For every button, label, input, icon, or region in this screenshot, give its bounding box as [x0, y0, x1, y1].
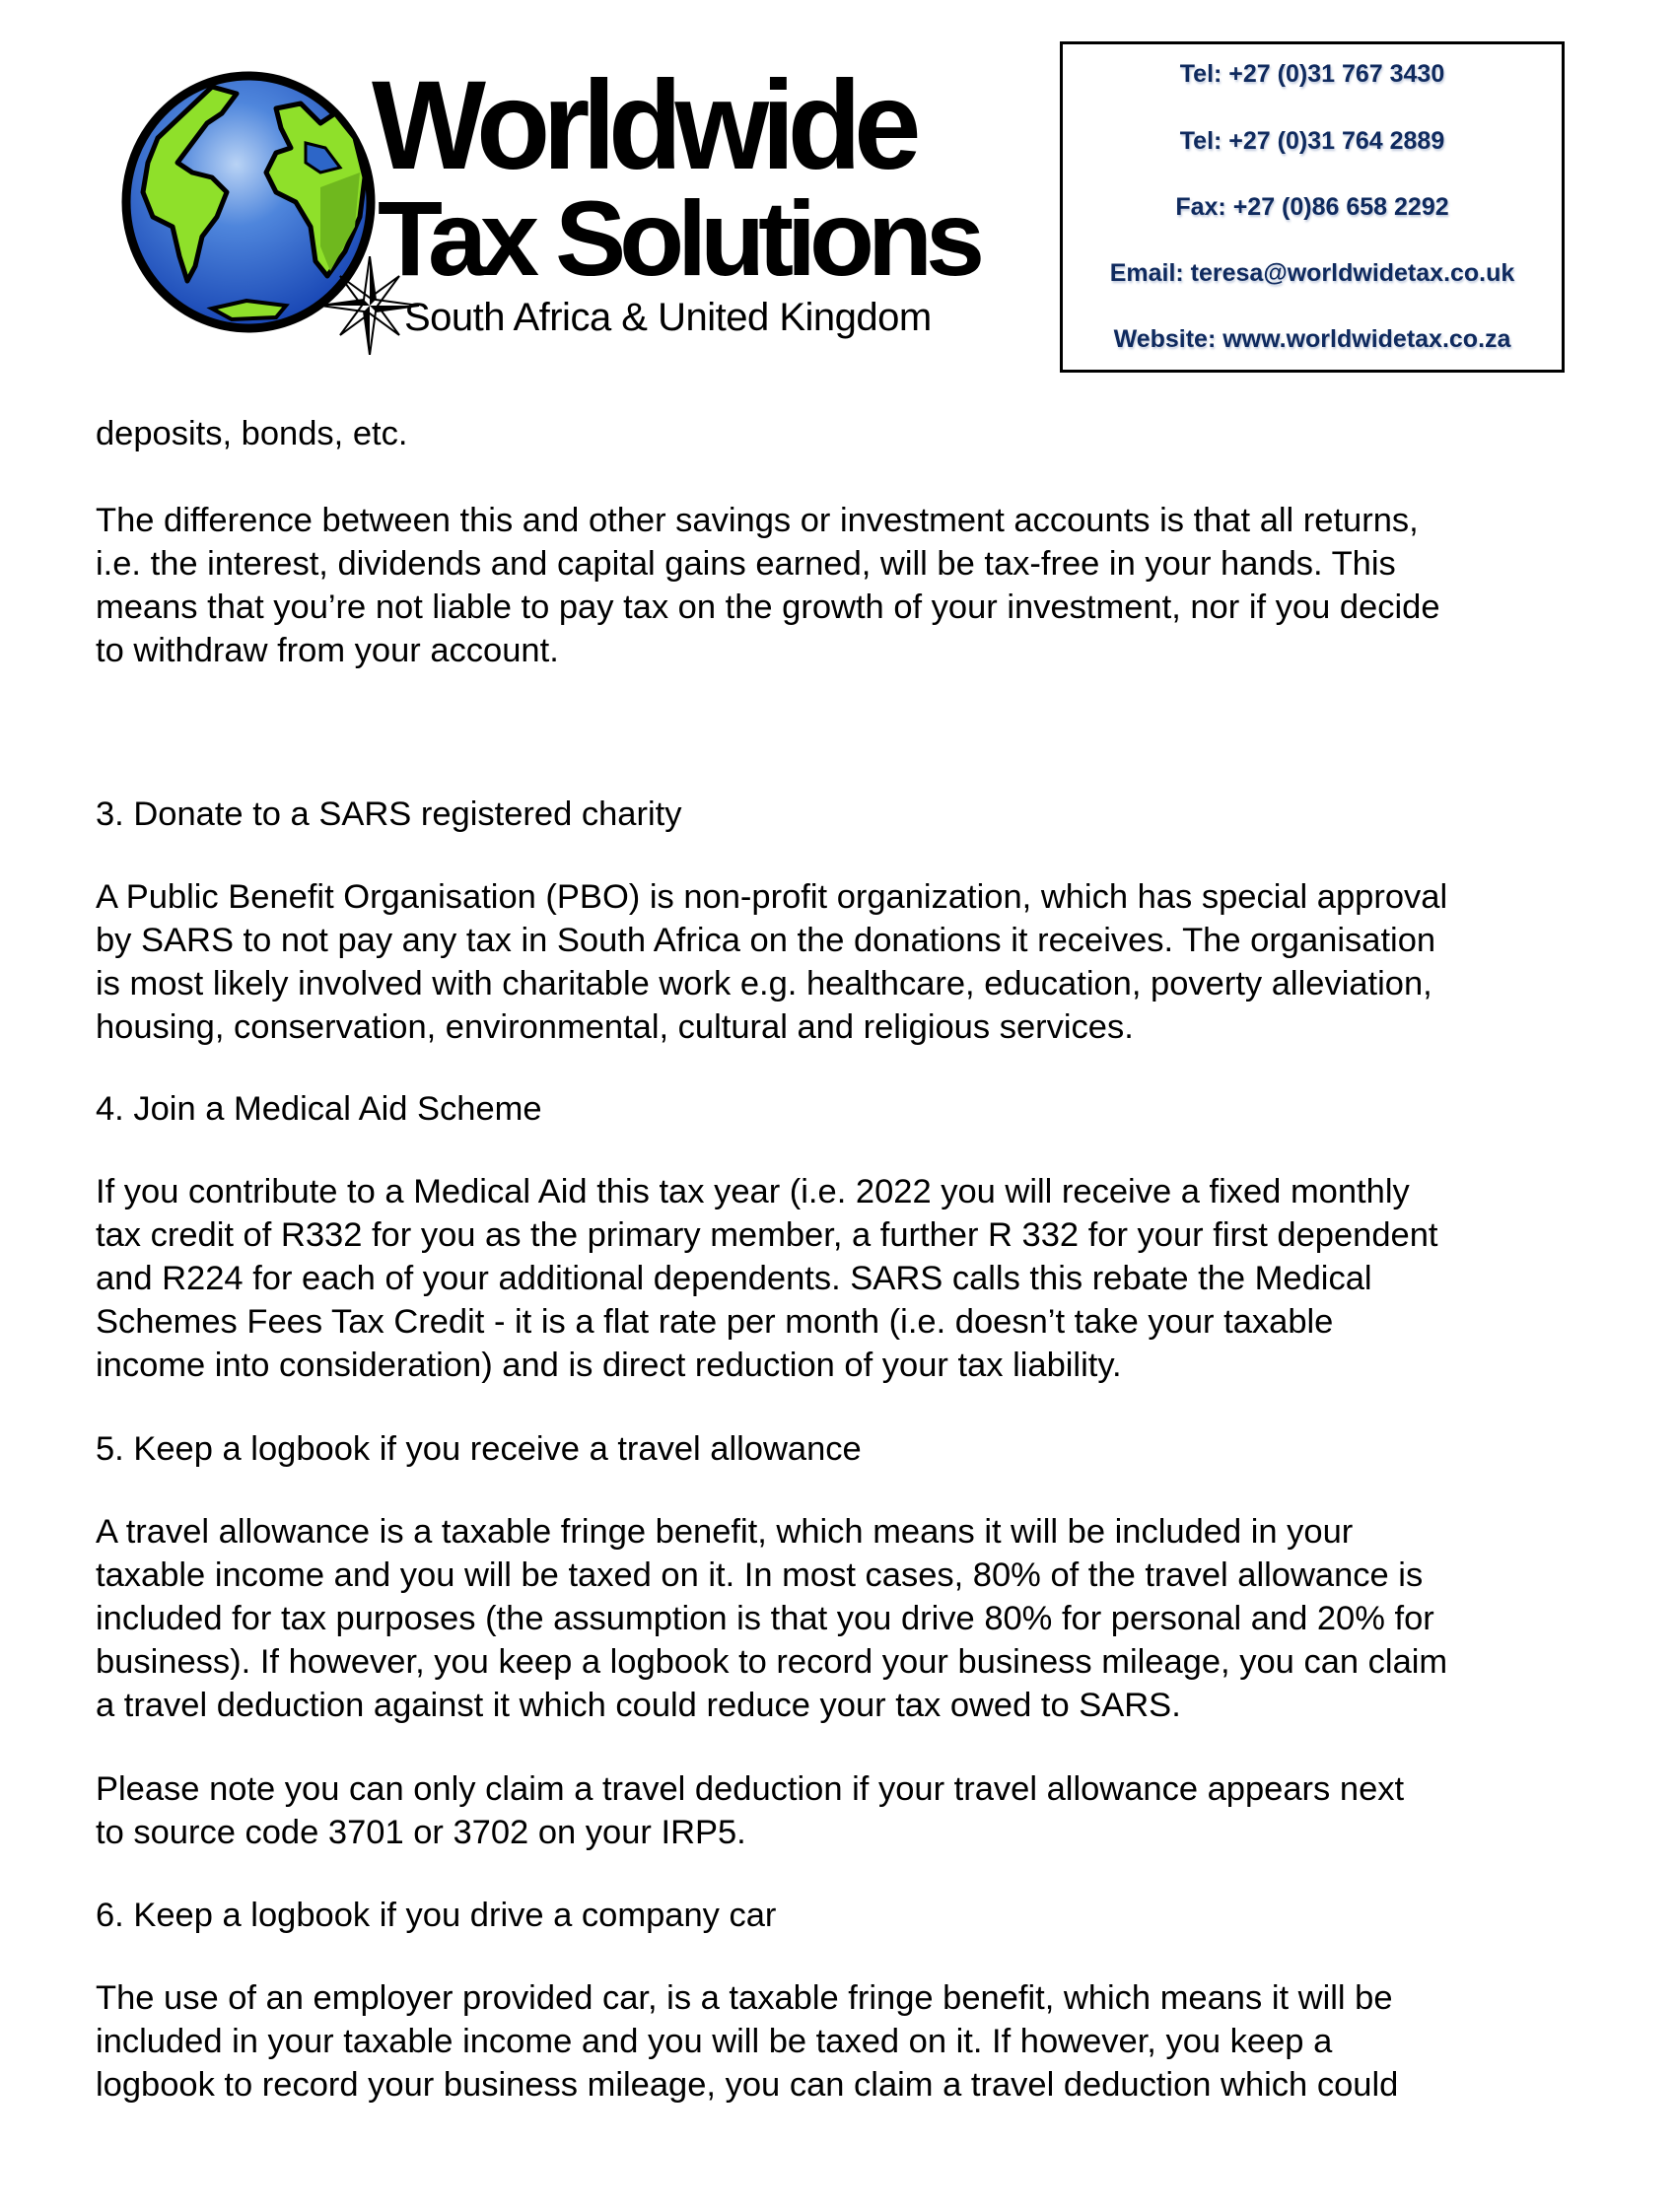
text-line: i.e. the interest, dividends and capital gains earned, will be tax-free in your hands. This: [96, 545, 1396, 583]
text-line: and R224 for each of your additional dependents. SARS calls this rebate the Medical: [96, 1260, 1372, 1297]
section-6-paragraph: [96, 1976, 1398, 2107]
section-heading: 3. Donate to a SARS registered charity: [96, 795, 682, 833]
text-line: The difference between this and other savings or investment accounts is that all returns,: [96, 502, 1419, 539]
text-line: Please note you can only claim a travel deduction if your travel allowance appears next: [96, 1770, 1405, 1808]
text-line: by SARS to not pay any tax in South Africa on the donations it receives. The organisation: [96, 922, 1436, 959]
letterhead: [0, 0, 1676, 394]
section-5-heading: [96, 1427, 862, 1471]
contact-tel-2: Tel: +27 (0)31 764 2889: [1179, 127, 1445, 155]
logo-wordmark-line2: Tax Solutions: [378, 178, 979, 298]
text-line: Schemes Fees Tax Credit - it is a flat rate per month (i.e. doesn’t take your taxable: [96, 1303, 1334, 1341]
text-line: deposits, bonds, etc.: [96, 415, 408, 452]
section-5-paragraph-1: [96, 1510, 1447, 1727]
company-logo: [113, 55, 1020, 355]
contact-fax: Fax: +27 (0)86 658 2292: [1175, 193, 1449, 221]
section-heading: 4. Join a Medical Aid Scheme: [96, 1090, 542, 1128]
text-line: is most likely involved with charitable work e.g. healthcare, education, poverty alleviation,: [96, 965, 1432, 1002]
logo-wordmark-line1: Worldwide: [372, 55, 914, 196]
section-4-paragraph: [96, 1170, 1438, 1387]
logo-tagline: South Africa & United Kingdom: [404, 296, 932, 339]
section-heading: 6. Keep a logbook if you drive a company car: [96, 1897, 777, 1934]
section-5-paragraph-2: [96, 1767, 1404, 1854]
section-heading: 5. Keep a logbook if you receive a travel allowance: [96, 1430, 862, 1468]
text-line: taxable income and you will be taxed on it. In most cases, 80% of the travel allowance is: [96, 1556, 1424, 1594]
text-line: income into consideration) and is direct reduction of your tax liability.: [96, 1347, 1122, 1384]
text-line: included in your taxable income and you will be taxed on it. If however, you keep a: [96, 2023, 1333, 2060]
section-4-heading: [96, 1087, 542, 1131]
section-3-paragraph: [96, 875, 1447, 1049]
text-line: A travel allowance is a taxable fringe benefit, which means it will be included in your: [96, 1513, 1354, 1551]
text-line: If you contribute to a Medical Aid this tax year (i.e. 2022 you will receive a fixed monthly: [96, 1173, 1410, 1210]
text-line: a travel deduction against it which could reduce your tax owed to SARS.: [96, 1687, 1181, 1724]
text-line: to source code 3701 or 3702 on your IRP5.: [96, 1814, 746, 1851]
tax-free-paragraph: [96, 499, 1440, 672]
text-line: housing, conservation, environmental, cultural and religious services.: [96, 1008, 1134, 1046]
section-6-heading: [96, 1894, 776, 1937]
text-line: A Public Benefit Organisation (PBO) is non-profit organization, which has special approval: [96, 878, 1448, 916]
text-line: tax credit of R332 for you as the primary member, a further R 332 for your first dependent: [96, 1216, 1438, 1254]
contact-tel-1: Tel: +27 (0)31 767 3430: [1179, 60, 1445, 88]
text-line: business). If however, you keep a logbook to record your business mileage, you can claim: [96, 1643, 1448, 1681]
text-line: logbook to record your business mileage, you can claim a travel deduction which could: [96, 2066, 1399, 2104]
contact-details-box: [1060, 41, 1565, 373]
contact-website: Website: www.worldwidetax.co.za: [1113, 325, 1511, 353]
text-line: to withdraw from your account.: [96, 632, 559, 669]
section-3-heading: [96, 793, 681, 836]
text-line: means that you’re not liable to pay tax on the growth of your investment, nor if you decide: [96, 588, 1440, 626]
text-line: The use of an employer provided car, is a taxable fringe benefit, which means it will be: [96, 1979, 1393, 2017]
text-line: included for tax purposes (the assumption is that you drive 80% for personal and 20% for: [96, 1600, 1434, 1637]
intro-fragment: [96, 412, 407, 455]
contact-email: Email: teresa@worldwidetax.co.uk: [1109, 259, 1515, 287]
